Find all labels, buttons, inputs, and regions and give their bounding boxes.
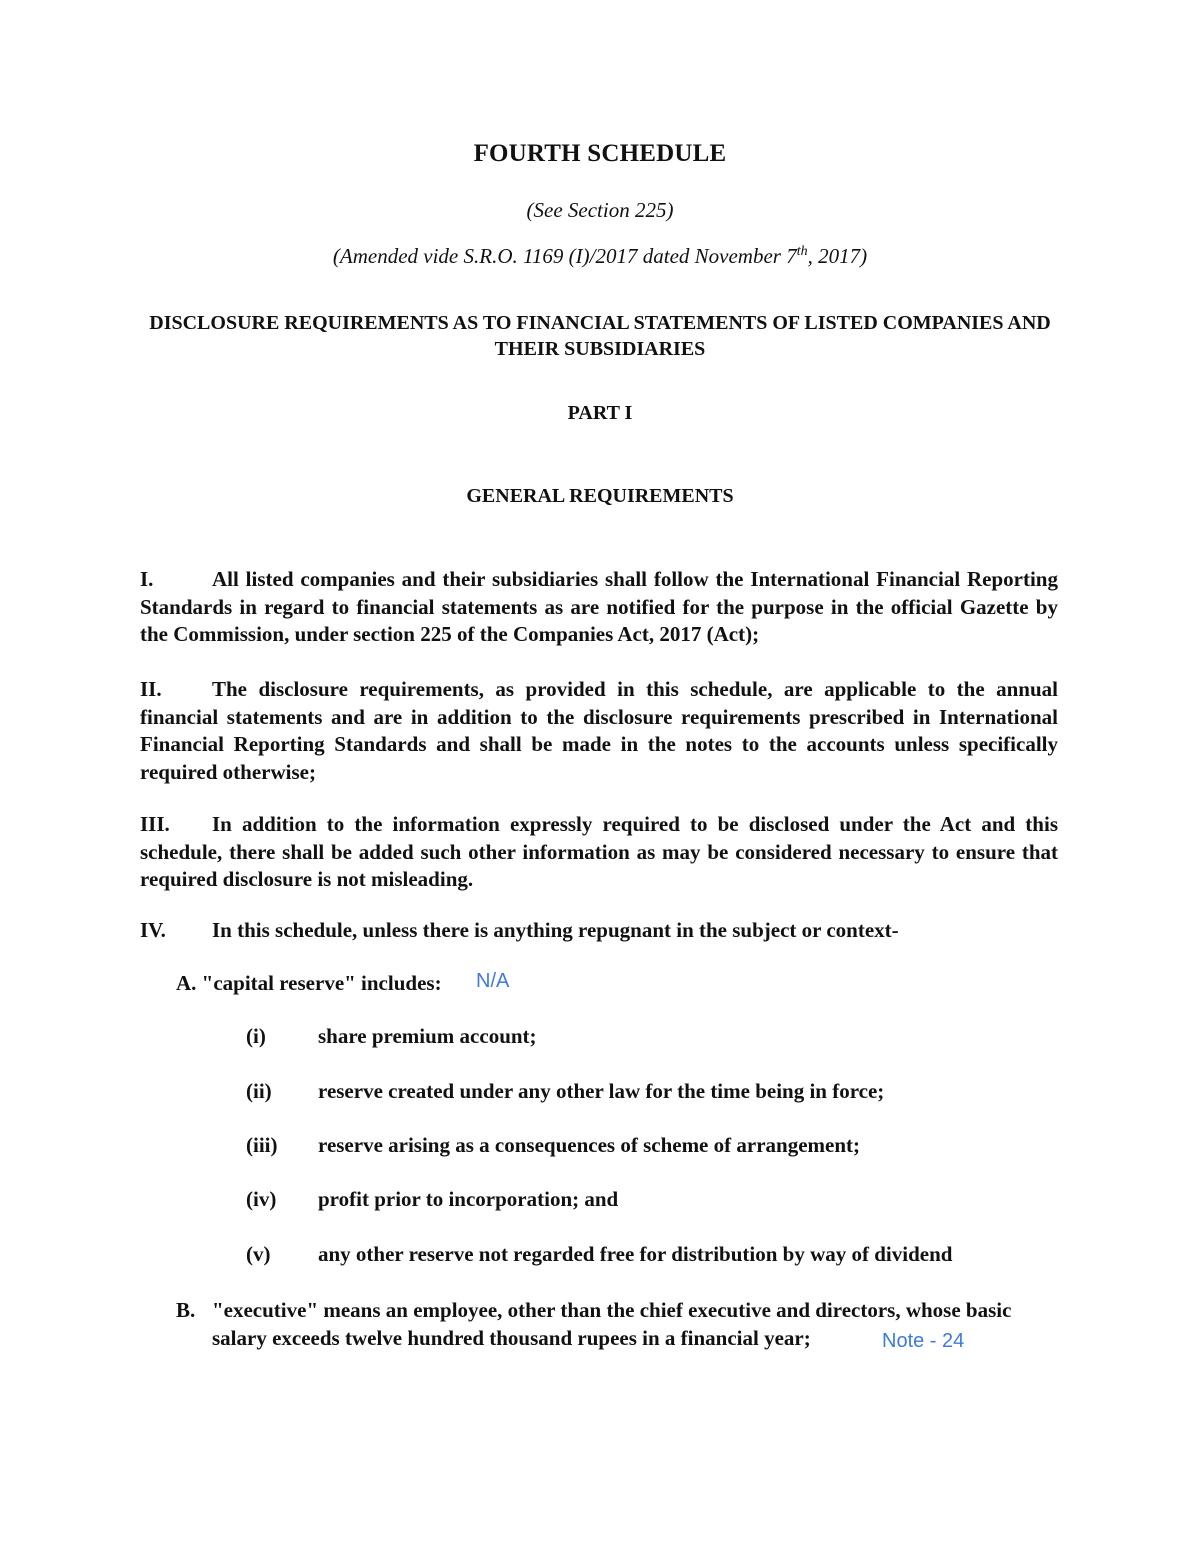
subitem-number: (v) — [246, 1242, 271, 1266]
paragraph-number: II. — [140, 677, 162, 701]
subitem-number: (iv) — [246, 1187, 277, 1211]
item-text: "executive" means an employee, other than the chief executive and directors, whose basic — [212, 1298, 1012, 1322]
paragraph-iv — [140, 917, 1058, 945]
subitem-number: (iii) — [246, 1133, 278, 1157]
paragraph-text: In this schedule, unless there is anything repugnant in the subject or context- — [212, 918, 899, 942]
subitem-number: (i) — [246, 1024, 266, 1048]
subitem-text: any other reserve not regarded free for distribution by way of dividend — [318, 1242, 953, 1266]
paragraph-iii — [140, 811, 1058, 894]
item-a-capital-reserve — [176, 970, 442, 998]
paragraph-i — [140, 566, 1058, 649]
subitem-iv — [246, 1187, 618, 1212]
item-text: "capital reserve" includes: — [201, 971, 442, 995]
amendment-superscript: th — [796, 244, 808, 259]
schedule-title: FOURTH SCHEDULE — [473, 140, 727, 167]
section-heading: GENERAL REQUIREMENTS — [466, 485, 734, 507]
subitem-i — [246, 1024, 537, 1049]
subitem-text: share premium account; — [318, 1024, 537, 1048]
paragraph-ii — [140, 676, 1058, 786]
item-b-line-1 — [176, 1297, 1060, 1325]
subitem-text: reserve created under any other law for the time being in force; — [318, 1079, 885, 1103]
paragraph-text: All listed companies and their subsidiaries shall follow the International Financial Reporting Standards in regard to financial statements as are notified for the purpose in the official Gazette by the Commission, under section 225 of the Companies Act, 2017 (Act); — [140, 567, 1058, 646]
item-label: B. — [176, 1298, 196, 1322]
subitem-text: profit prior to incorporation; and — [318, 1187, 619, 1211]
annotation-note: Note - 24 — [882, 1330, 965, 1352]
amendment-prefix: (Amended vide S.R.O. 1169 (I)/2017 dated November 7 — [332, 244, 797, 268]
paragraph-number: III. — [140, 812, 170, 836]
annotation-na: N/A — [476, 970, 510, 992]
item-b-line-2: salary exceeds twelve hundred thousand rupees in a financial year; — [212, 1325, 811, 1350]
subitem-v — [246, 1242, 952, 1267]
see-section-reference: (See Section 225) — [526, 198, 674, 222]
subitem-text: reserve arising as a consequences of scheme of arrangement; — [318, 1133, 860, 1157]
paragraph-number: I. — [140, 567, 154, 591]
part-heading: PART I — [567, 402, 633, 424]
disclosure-heading: DISCLOSURE REQUIREMENTS AS TO FINANCIAL STATEMENTS OF LISTED COMPANIES AND THEIR SUBSIDIARIES — [149, 312, 1051, 360]
paragraph-text: The disclosure requirements, as provided in this schedule, are applicable to the annual financial statements and are in addition to the disclosure requirements prescribed in International Financial Reporting Standards and shall be made in the notes to the accounts unless specifically required otherwise; — [140, 677, 1058, 784]
paragraph-number: IV. — [140, 918, 166, 942]
amendment-suffix: , 2017) — [807, 244, 868, 268]
item-label: A. — [176, 971, 197, 995]
subitem-ii — [246, 1079, 884, 1104]
amendment-note — [0, 244, 1200, 269]
subitem-iii — [246, 1133, 860, 1158]
subitem-number: (ii) — [246, 1079, 272, 1103]
paragraph-text: In addition to the information expressly required to be disclosed under the Act and this schedule, there shall be added such other information as may be considered necessary to ensure that required disclosure is not misleading. — [140, 812, 1058, 891]
